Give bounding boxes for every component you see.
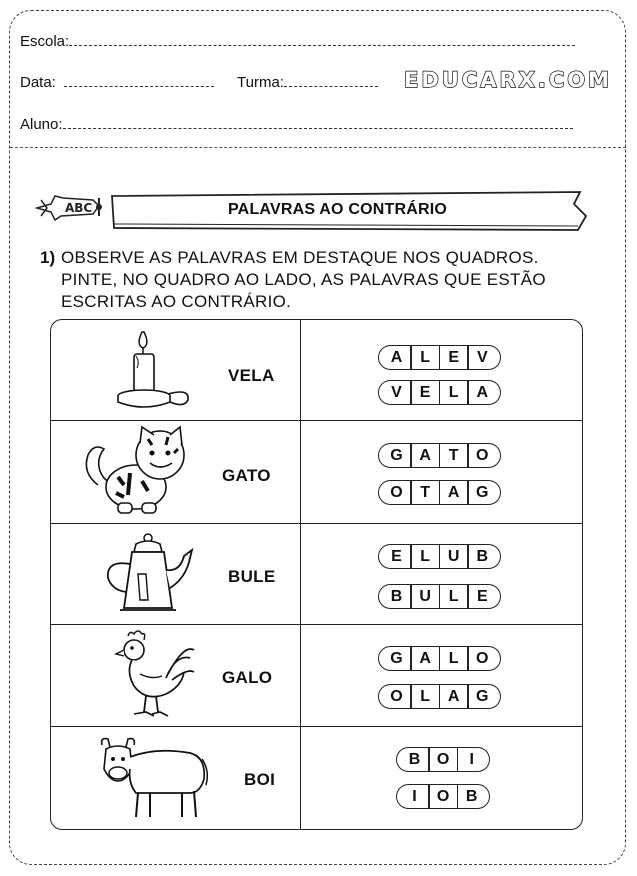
candle-icon bbox=[110, 328, 195, 412]
letter: B bbox=[408, 750, 421, 768]
letter: A bbox=[476, 383, 489, 401]
row-word: VELA bbox=[228, 366, 275, 385]
letter: A bbox=[447, 483, 460, 501]
option-normal[interactable] bbox=[396, 747, 490, 772]
option-normal[interactable] bbox=[378, 584, 501, 609]
letter: E bbox=[448, 348, 460, 366]
letter: O bbox=[476, 649, 489, 667]
escola-label: Escola: bbox=[20, 33, 70, 50]
option-normal[interactable] bbox=[378, 443, 501, 468]
option-reversed[interactable] bbox=[378, 684, 501, 709]
abc-airplane-icon bbox=[33, 186, 115, 228]
letter: G bbox=[390, 649, 403, 667]
ox-icon bbox=[96, 735, 212, 821]
row-divider bbox=[50, 523, 583, 524]
letter: O bbox=[476, 446, 489, 464]
letter: L bbox=[448, 383, 459, 401]
letter: O bbox=[436, 787, 450, 805]
letter: U bbox=[419, 587, 431, 605]
escola-field[interactable] bbox=[20, 33, 575, 50]
letter: E bbox=[391, 547, 402, 565]
aluno-field[interactable] bbox=[20, 116, 573, 133]
turma-field[interactable] bbox=[237, 74, 378, 91]
letter: B bbox=[476, 547, 489, 565]
letter: A bbox=[419, 649, 431, 667]
rooster-icon bbox=[106, 628, 198, 722]
letter: T bbox=[448, 446, 459, 464]
letter: V bbox=[476, 348, 488, 366]
cat-icon bbox=[78, 425, 196, 517]
row-divider bbox=[50, 726, 583, 727]
letter: L bbox=[420, 687, 430, 705]
option-reversed[interactable] bbox=[378, 480, 501, 505]
turma-label: Turma: bbox=[237, 74, 284, 91]
data-field[interactable] bbox=[20, 74, 214, 91]
letter: E bbox=[419, 383, 431, 401]
letter: I bbox=[469, 750, 474, 768]
question-number: 1) bbox=[40, 248, 56, 267]
activity-title: PALAVRAS AO CONTRÁRIO bbox=[228, 201, 448, 218]
letter: L bbox=[420, 547, 430, 565]
aluno-label: Aluno: bbox=[20, 116, 63, 133]
option-reversed[interactable] bbox=[378, 544, 501, 569]
row-word: GALO bbox=[222, 668, 273, 687]
letter: E bbox=[476, 587, 488, 605]
option-reversed[interactable] bbox=[378, 345, 501, 370]
table-divider bbox=[300, 319, 301, 830]
letter: I bbox=[412, 787, 417, 805]
option-normal[interactable] bbox=[378, 380, 501, 405]
letter: G bbox=[476, 483, 489, 501]
letter: O bbox=[390, 687, 403, 705]
instruction-line: ESCRITAS AO CONTRÁRIO. bbox=[61, 292, 292, 311]
letter: G bbox=[390, 446, 403, 464]
svg-text:ABC: ABC bbox=[65, 201, 93, 215]
letter: U bbox=[447, 547, 460, 565]
row-word: BULE bbox=[228, 567, 276, 586]
letter: V bbox=[391, 383, 402, 401]
option-reversed[interactable] bbox=[396, 784, 490, 809]
letter: L bbox=[420, 348, 430, 366]
instruction-line: PINTE, NO QUADRO AO LADO, AS PALAVRAS QUE ESTÃO bbox=[61, 270, 546, 289]
letter: O bbox=[436, 750, 450, 768]
instruction-line: OBSERVE AS PALAVRAS EM DESTAQUE NOS QUADROS. bbox=[61, 248, 539, 267]
teapot-icon bbox=[102, 530, 198, 616]
site-logo: EDUCARX.COM bbox=[404, 68, 612, 92]
data-label: Data: bbox=[20, 74, 56, 91]
row-divider bbox=[50, 624, 583, 625]
letter: A bbox=[447, 687, 460, 705]
row-word: BOI bbox=[244, 770, 276, 789]
letter: A bbox=[390, 348, 403, 366]
letter: B bbox=[465, 787, 478, 805]
row-word: GATO bbox=[222, 466, 271, 485]
question-instructions bbox=[61, 247, 546, 313]
letter: T bbox=[420, 483, 430, 501]
letter: L bbox=[448, 587, 459, 605]
letter: L bbox=[448, 649, 459, 667]
letter: B bbox=[390, 587, 403, 605]
option-normal[interactable] bbox=[378, 646, 501, 671]
letter: O bbox=[390, 483, 403, 501]
letter: G bbox=[476, 687, 489, 705]
header-separator bbox=[10, 147, 626, 148]
letter: A bbox=[419, 446, 431, 464]
row-divider bbox=[50, 420, 583, 421]
